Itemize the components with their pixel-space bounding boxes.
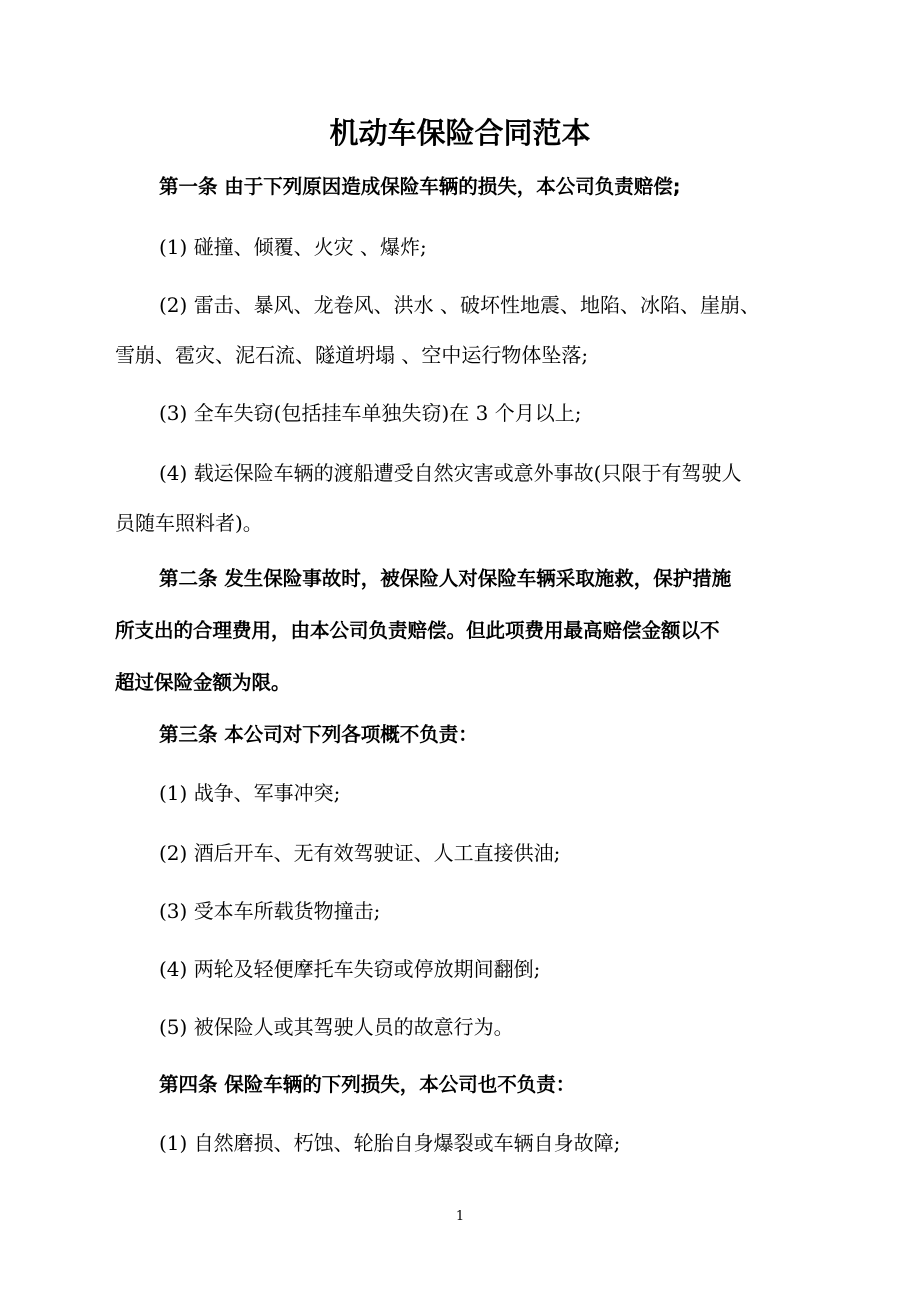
article-1-item-3: (3) 全车失窃(包括挂车单独失窃)在 3 个月以上;	[159, 401, 582, 425]
article-1-item-2-line-2: 雪崩、雹灾、泥石流、隧道坍塌 、空中运行物体坠落;	[115, 343, 589, 367]
article-3-item-1: (1) 战争、军事冲突;	[159, 781, 341, 805]
document-title: 机动车保险合同范本	[329, 116, 591, 150]
article-2-line-2: 所支出的合理费用，由本公司负责赔偿。但此项费用最高赔偿金额以不	[115, 619, 720, 642]
article-1-item-2	[115, 280, 815, 380]
article-1-heading: 第一条 由于下列原因造成保险车辆的损失，本公司负责赔偿;	[159, 175, 681, 198]
article-1-item-4	[115, 448, 815, 548]
article-3-heading: 第三条 本公司对下列各项概不负责：	[159, 723, 478, 746]
article-4-heading: 第四条 保险车辆的下列损失，本公司也不负责：	[159, 1073, 576, 1096]
article-1-item-2-line-1: (2) 雷击、暴风、龙卷风、洪水 、破坏性地震、地陷、冰陷、崖崩、	[159, 293, 761, 317]
article-1-item-4-line-2: 员随车照料者)。	[115, 511, 263, 535]
article-3-item-3: (3) 受本车所载货物撞击;	[159, 899, 381, 923]
article-2-line-3: 超过保险金额为限。	[115, 671, 291, 694]
article-1-item-4-line-1: (4) 载运保险车辆的渡船遭受自然灾害或意外事故(只限于有驾驶人	[159, 461, 742, 485]
article-3-item-5: (5) 被保险人或其驾驶人员的故意行为。	[159, 1015, 514, 1039]
page-number: 1	[455, 1209, 465, 1224]
article-3-item-2: (2) 酒后开车、无有效驾驶证、人工直接供油;	[159, 841, 561, 865]
article-2-line-1: 第二条 发生保险事故时，被保险人对保险车辆采取施救，保护措施	[159, 567, 732, 590]
article-3-item-4: (4) 两轮及轻便摩托车失窃或停放期间翻倒;	[159, 957, 541, 981]
article-4-item-1: (1) 自然磨损、朽蚀、轮胎自身爆裂或车辆自身故障;	[159, 1131, 621, 1155]
article-2	[115, 553, 815, 709]
article-1-item-1: (1) 碰撞、倾覆、火灾 、爆炸;	[159, 235, 427, 259]
